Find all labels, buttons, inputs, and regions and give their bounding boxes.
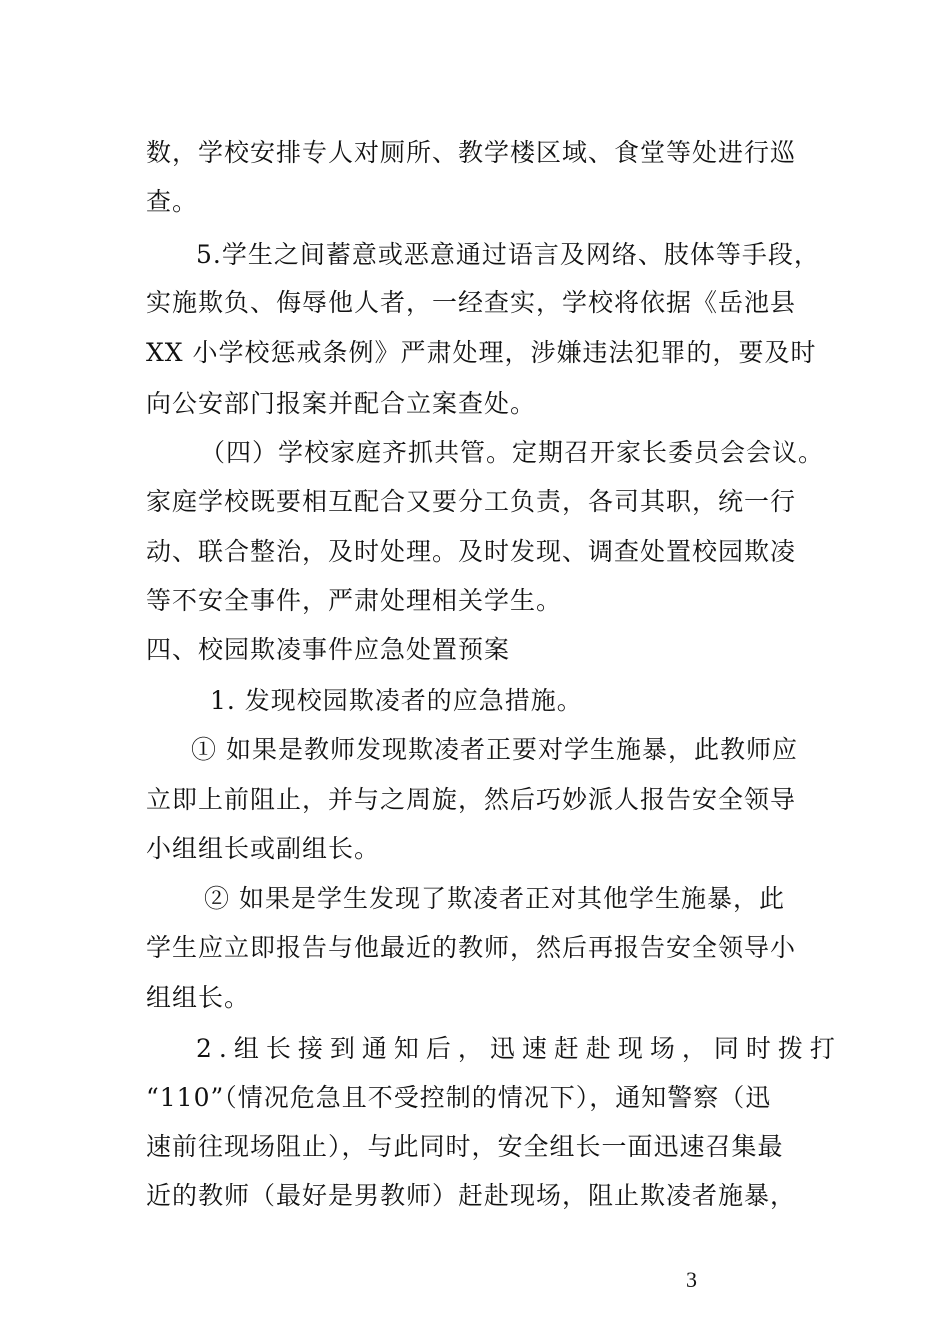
text-line: 5.学生之间蓄意或恶意通过语言及网络、肢体等手段， [196, 240, 820, 269]
text-line: 学生应立即报告与他最近的教师，然后再报告安全领导小 [146, 933, 797, 962]
text-line: 1. 发现校园欺凌者的应急措施。 [210, 686, 583, 715]
text-line: 等不安全事件，严肃处理相关学生。 [146, 586, 563, 615]
text-line: 家庭学校既要相互配合又要分工负责，各司其职，统一行 [146, 487, 797, 516]
text-line: ① 如果是教师发现欺凌者正要对学生施暴，此教师应 [191, 735, 798, 764]
text-line: 2.组长接到通知后，迅速赶赴现场，同时拨打 [196, 1034, 842, 1063]
text-line: （四）学校家庭齐抓共管。定期召开家长委员会会议。 [200, 438, 825, 467]
text-line: 动、联合整治，及时处理。及时发现、调查处置校园欺凌 [146, 537, 797, 566]
text-line: 立即上前阻止，并与之周旋，然后巧妙派人报告安全领导 [146, 785, 797, 814]
text-line: 向公安部门报案并配合立案查处。 [146, 389, 537, 418]
text-line: “110”（情况危急且不受控制的情况下），通知警察（迅 [146, 1083, 772, 1112]
page-number: 3 [686, 1267, 697, 1292]
text-line: 近的教师（最好是男教师）赶赴现场，阻止欺凌者施暴， [146, 1181, 797, 1210]
text-line: 查。 [146, 187, 199, 216]
text-line: 小组组长或副组长。 [146, 834, 381, 863]
text-line: 速前往现场阻止），与此同时，安全组长一面迅速召集最 [146, 1132, 784, 1161]
text-line: ② 如果是学生发现了欺凌者正对其他学生施暴，此 [204, 884, 785, 913]
section-heading: 四、校园欺凌事件应急处置预案 [146, 635, 511, 664]
text-line: 实施欺负、侮辱他人者，一经查实，学校将依据《岳池县 [146, 288, 797, 317]
text-line: 数，学校安排专人对厕所、教学楼区域、食堂等处进行巡 [146, 138, 797, 167]
text-line: 组组长。 [146, 983, 251, 1012]
text-line: XX 小学校惩戒条例》严肃处理，涉嫌违法犯罪的，要及时 [146, 338, 817, 367]
